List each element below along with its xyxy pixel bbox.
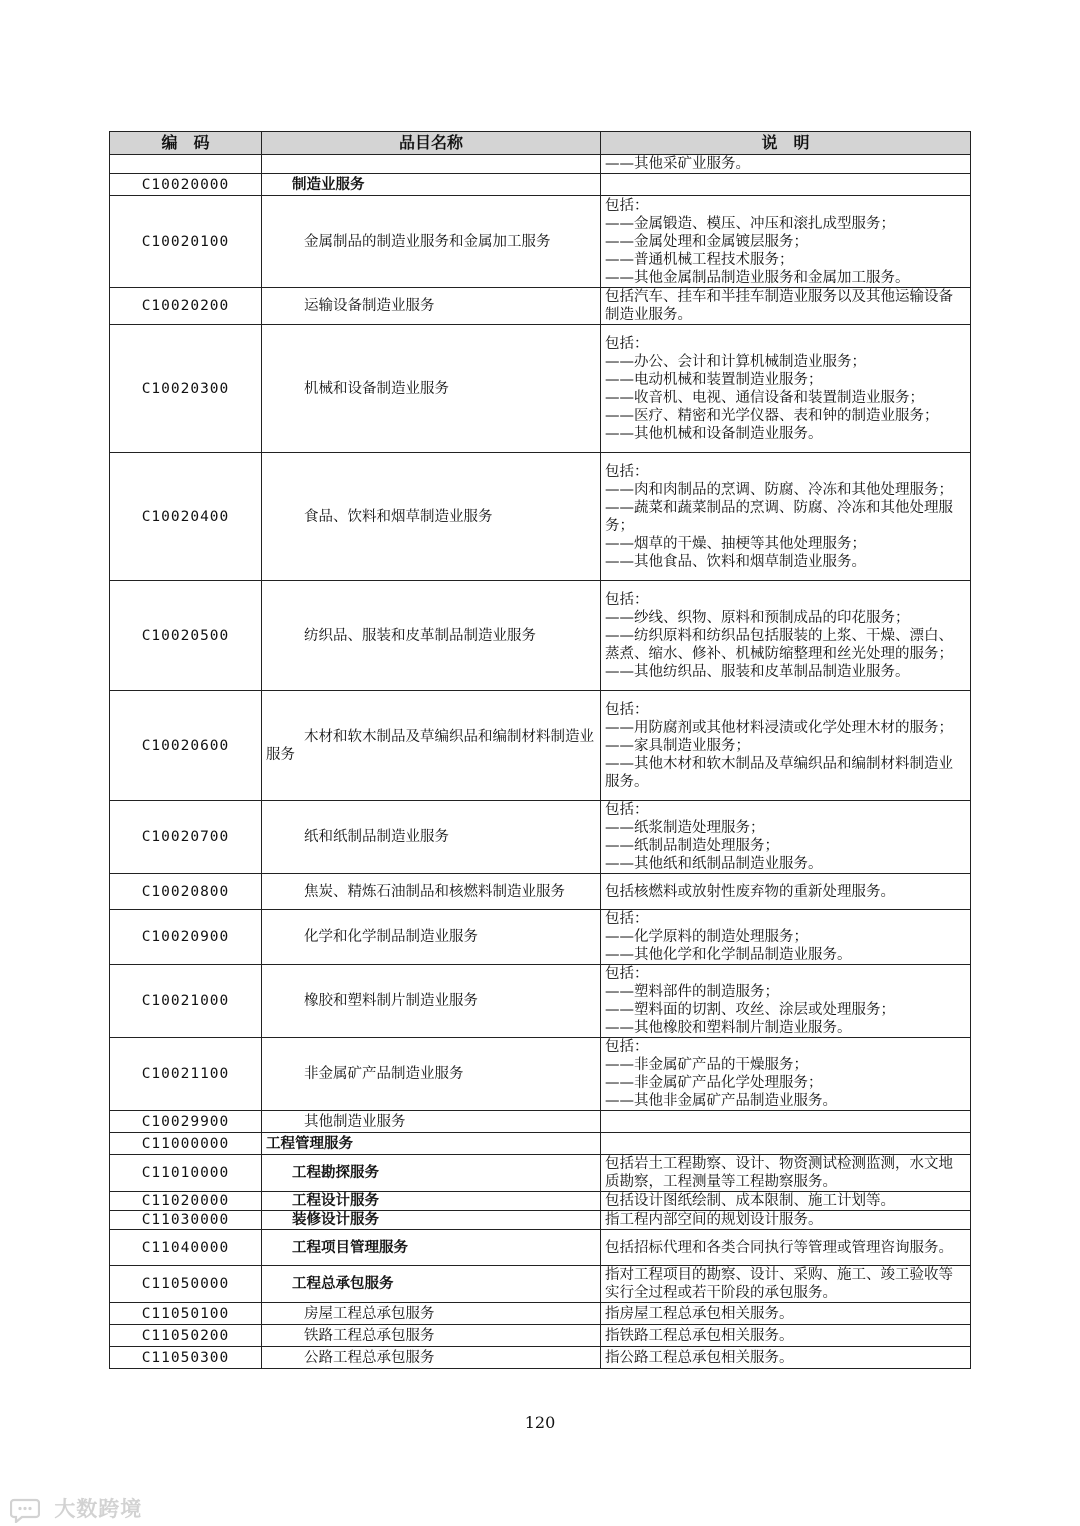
table-row <box>110 1347 971 1369</box>
description-line: ——其他非金属矿产品制造业服务。 <box>605 1093 837 1109</box>
item-name-cell <box>262 581 601 691</box>
table-row <box>110 1325 971 1347</box>
description-line: 包括： <box>605 591 649 608</box>
table-row <box>110 1111 971 1133</box>
description-line: ——办公、会计和计算机械制造业服务； <box>605 353 866 370</box>
watermark-text: 大数跨境 <box>54 1497 143 1521</box>
description-line: 指房屋工程总承包相关服务。 <box>605 1305 794 1322</box>
item-name: 纸和纸制品制造业服务 <box>304 829 449 845</box>
table-row <box>110 874 971 910</box>
item-name: 运输设备制造业服务 <box>304 298 435 314</box>
table-row <box>110 910 971 965</box>
description-line: ——其他采矿业服务。 <box>605 156 750 172</box>
table-row <box>110 1133 971 1155</box>
item-name: 纺织品、服装和皮革制品制造业服务 <box>304 627 536 644</box>
item-code: C11010000 <box>110 1155 262 1192</box>
description-line: 包括： <box>605 701 649 718</box>
item-description <box>601 196 971 288</box>
item-name: 化学和化学制品制造业服务 <box>304 929 478 945</box>
table-row <box>110 1211 971 1230</box>
item-description <box>601 581 971 691</box>
item-description <box>601 1211 971 1230</box>
header-name: 品目名称 <box>262 132 601 155</box>
table-row <box>110 174 971 196</box>
description-line: 包括： <box>605 966 649 982</box>
item-name-cell <box>262 1325 601 1347</box>
item-name-cell <box>262 1111 601 1133</box>
item-code: C11000000 <box>110 1133 262 1155</box>
item-description <box>601 1347 971 1369</box>
item-code: C10020200 <box>110 288 262 325</box>
description-line: 包括： <box>605 1039 649 1055</box>
item-description <box>601 453 971 581</box>
item-name-cell <box>262 325 601 453</box>
description-line: 指对工程项目的勘察、设计、采购、施工、竣工验收等实行全过程或若干阶段的承包服务。 <box>605 1267 953 1301</box>
description-line: ——金属处理和金属镀层服务； <box>605 233 808 250</box>
item-name-cell <box>262 801 601 874</box>
item-code: C10020700 <box>110 801 262 874</box>
table-row <box>110 1038 971 1111</box>
item-description <box>601 965 971 1038</box>
item-name-cell <box>262 965 601 1038</box>
item-description <box>601 910 971 965</box>
description-line: 包括： <box>605 197 649 214</box>
item-name: 工程项目管理服务 <box>292 1239 408 1256</box>
item-code: C11050300 <box>110 1347 262 1369</box>
description-line: ——化学原料的制造处理服务； <box>605 929 808 945</box>
table-header <box>110 132 971 155</box>
item-code: C10020900 <box>110 910 262 965</box>
item-code: C10020800 <box>110 874 262 910</box>
table-body <box>110 155 971 1369</box>
item-name: 装修设计服务 <box>292 1212 379 1228</box>
item-name: 焦炭、精炼石油制品和核燃料制造业服务 <box>304 883 565 900</box>
description-line: ——普通机械工程技术服务； <box>605 251 794 268</box>
description-line: 包括岩土工程勘察、设计、物资测试检测监测，水文地质勘察，工程测量等工程勘察服务。 <box>605 1156 953 1190</box>
description-line: ——其他化学和化学制品制造业服务。 <box>605 947 852 963</box>
item-name: 公路工程总承包服务 <box>304 1349 435 1366</box>
description-line: ——收音机、电视、通信设备和装置制造业服务； <box>605 389 924 406</box>
table-row <box>110 1230 971 1266</box>
item-name-cell <box>262 910 601 965</box>
item-name-cell <box>262 874 601 910</box>
description-line: 包括： <box>605 335 649 352</box>
item-description <box>601 1230 971 1266</box>
item-code: C10029900 <box>110 1111 262 1133</box>
item-description <box>601 1325 971 1347</box>
item-name-cell <box>262 155 601 174</box>
item-name-cell <box>262 1192 601 1211</box>
item-name-cell <box>262 691 601 801</box>
description-line: 包括： <box>605 463 649 480</box>
description-line: ——金属锻造、模压、冲压和滚扎成型服务； <box>605 215 895 232</box>
item-name-cell <box>262 1133 601 1155</box>
description-line: ——家具制造业服务； <box>605 737 750 754</box>
description-line: ——纸制品制造处理服务； <box>605 838 779 854</box>
item-name-cell <box>262 1211 601 1230</box>
item-description <box>601 325 971 453</box>
item-code: C10021000 <box>110 965 262 1038</box>
item-name-cell <box>262 1038 601 1111</box>
description-line: ——其他木材和软木制品及草编织品和编制材料制造业服务。 <box>605 755 953 790</box>
item-name: 工程勘探服务 <box>292 1165 379 1181</box>
item-name: 房屋工程总承包服务 <box>304 1305 435 1322</box>
item-name: 工程管理服务 <box>266 1135 353 1152</box>
item-description <box>601 1192 971 1211</box>
item-name: 橡胶和塑料制片制造业服务 <box>304 993 478 1009</box>
item-name: 铁路工程总承包服务 <box>304 1327 435 1344</box>
description-line: ——纸浆制造处理服务； <box>605 820 765 836</box>
item-name: 木材和软木制品及草编织品和编制材料制造业服务 <box>266 728 594 763</box>
table-row <box>110 288 971 325</box>
item-code: C10020000 <box>110 174 262 196</box>
item-name-cell <box>262 1303 601 1325</box>
item-code: C11050100 <box>110 1303 262 1325</box>
description-line: ——塑料面的切割、攻丝、涂层或处理服务； <box>605 1002 895 1018</box>
item-code: C10020400 <box>110 453 262 581</box>
item-name-cell <box>262 1347 601 1369</box>
item-name: 其他制造业服务 <box>304 1113 406 1130</box>
table-row <box>110 1155 971 1192</box>
description-line: ——医疗、精密和光学仪器、表和钟的制造业服务； <box>605 407 939 424</box>
table-row <box>110 155 971 174</box>
item-description <box>601 801 971 874</box>
item-description <box>601 1111 971 1133</box>
description-line: 包括设计图纸绘制、成本限制、施工计划等。 <box>605 1193 895 1209</box>
description-line: 包括汽车、挂车和半挂车制造业服务以及其他运输设备制造业服务。 <box>605 289 953 323</box>
item-code: C11050000 <box>110 1266 262 1303</box>
item-description <box>601 691 971 801</box>
item-name-cell <box>262 196 601 288</box>
item-description <box>601 155 971 174</box>
description-line: ——肉和肉制品的烹调、防腐、冷冻和其他处理服务； <box>605 481 953 498</box>
item-code: C10020600 <box>110 691 262 801</box>
header-description: 说 明 <box>601 132 971 155</box>
item-code: C11040000 <box>110 1230 262 1266</box>
item-code: C11050200 <box>110 1325 262 1347</box>
item-description <box>601 1133 971 1155</box>
description-line: 包括： <box>605 802 649 818</box>
item-name: 金属制品的制造业服务和金属加工服务 <box>304 233 551 250</box>
description-line: ——其他橡胶和塑料制片制造业服务。 <box>605 1020 852 1036</box>
description-line: ——电动机械和装置制造业服务； <box>605 371 823 388</box>
item-name-cell <box>262 1230 601 1266</box>
description-line: ——其他纺织品、服装和皮革制品制造业服务。 <box>605 663 910 680</box>
description-line: 指铁路工程总承包相关服务。 <box>605 1327 794 1344</box>
item-name-cell <box>262 288 601 325</box>
item-code: C10020300 <box>110 325 262 453</box>
chat-bubble-icon <box>10 1497 40 1523</box>
item-name-cell <box>262 174 601 196</box>
item-name: 工程总承包服务 <box>292 1276 394 1292</box>
description-line: 指公路工程总承包相关服务。 <box>605 1349 794 1366</box>
watermark <box>10 1493 142 1523</box>
item-code: C11020000 <box>110 1192 262 1211</box>
description-line: 包括核燃料或放射性废弃物的重新处理服务。 <box>605 883 895 900</box>
item-name-cell <box>262 1155 601 1192</box>
description-line: ——烟草的干燥、抽梗等其他处理服务； <box>605 535 866 552</box>
description-line: ——非金属矿产品化学处理服务； <box>605 1075 823 1091</box>
table-row <box>110 691 971 801</box>
table-row <box>110 1266 971 1303</box>
item-description <box>601 174 971 196</box>
item-name: 机械和设备制造业服务 <box>304 380 449 397</box>
table-row <box>110 325 971 453</box>
description-line: ——其他金属制品制造业服务和金属加工服务。 <box>605 269 910 286</box>
item-code: C10020100 <box>110 196 262 288</box>
item-code: C10021100 <box>110 1038 262 1111</box>
description-line: ——其他机械和设备制造业服务。 <box>605 425 823 442</box>
table-row <box>110 1303 971 1325</box>
description-line: ——纺织原料和纺织品包括服装的上浆、干燥、漂白、蒸煮、缩水、修补、机械防缩整理和丝光处理的服务； <box>605 627 953 662</box>
description-line: ——其他纸和纸制品制造业服务。 <box>605 856 823 872</box>
table-row <box>110 581 971 691</box>
description-line: 包括： <box>605 911 649 927</box>
item-description <box>601 1266 971 1303</box>
description-line: 指工程内部空间的规划设计服务。 <box>605 1212 823 1228</box>
item-name: 非金属矿产品制造业服务 <box>304 1066 464 1082</box>
description-line: ——塑料部件的制造服务； <box>605 984 779 1000</box>
item-description <box>601 1303 971 1325</box>
description-line: ——纱线、织物、原料和预制成品的印花服务； <box>605 609 910 626</box>
page-number: 120 <box>524 1413 556 1432</box>
item-code: C10020500 <box>110 581 262 691</box>
item-description <box>601 288 971 325</box>
description-line: ——其他食品、饮料和烟草制造业服务。 <box>605 553 866 570</box>
item-name: 食品、饮料和烟草制造业服务 <box>304 508 493 525</box>
table-row <box>110 196 971 288</box>
item-description <box>601 1155 971 1192</box>
table-row <box>110 453 971 581</box>
item-description <box>601 874 971 910</box>
description-line: ——用防腐剂或其他材料浸渍或化学处理木材的服务； <box>605 719 953 736</box>
item-name: 制造业服务 <box>292 176 365 193</box>
item-name: 工程设计服务 <box>292 1193 379 1209</box>
item-code <box>110 155 262 174</box>
item-name-cell <box>262 1266 601 1303</box>
description-line: 包括招标代理和各类合同执行等管理或管理咨询服务。 <box>605 1239 953 1256</box>
table-row <box>110 801 971 874</box>
header-code: 编 码 <box>110 132 262 155</box>
item-name-cell <box>262 453 601 581</box>
table-row <box>110 965 971 1038</box>
description-line: ——蔬菜和蔬菜制品的烹调、防腐、冷冻和其他处理服务； <box>605 499 953 534</box>
catalog-table <box>109 131 971 1369</box>
item-description <box>601 1038 971 1111</box>
description-line: ——非金属矿产品的干燥服务； <box>605 1057 808 1073</box>
item-code: C11030000 <box>110 1211 262 1230</box>
table-row <box>110 1192 971 1211</box>
